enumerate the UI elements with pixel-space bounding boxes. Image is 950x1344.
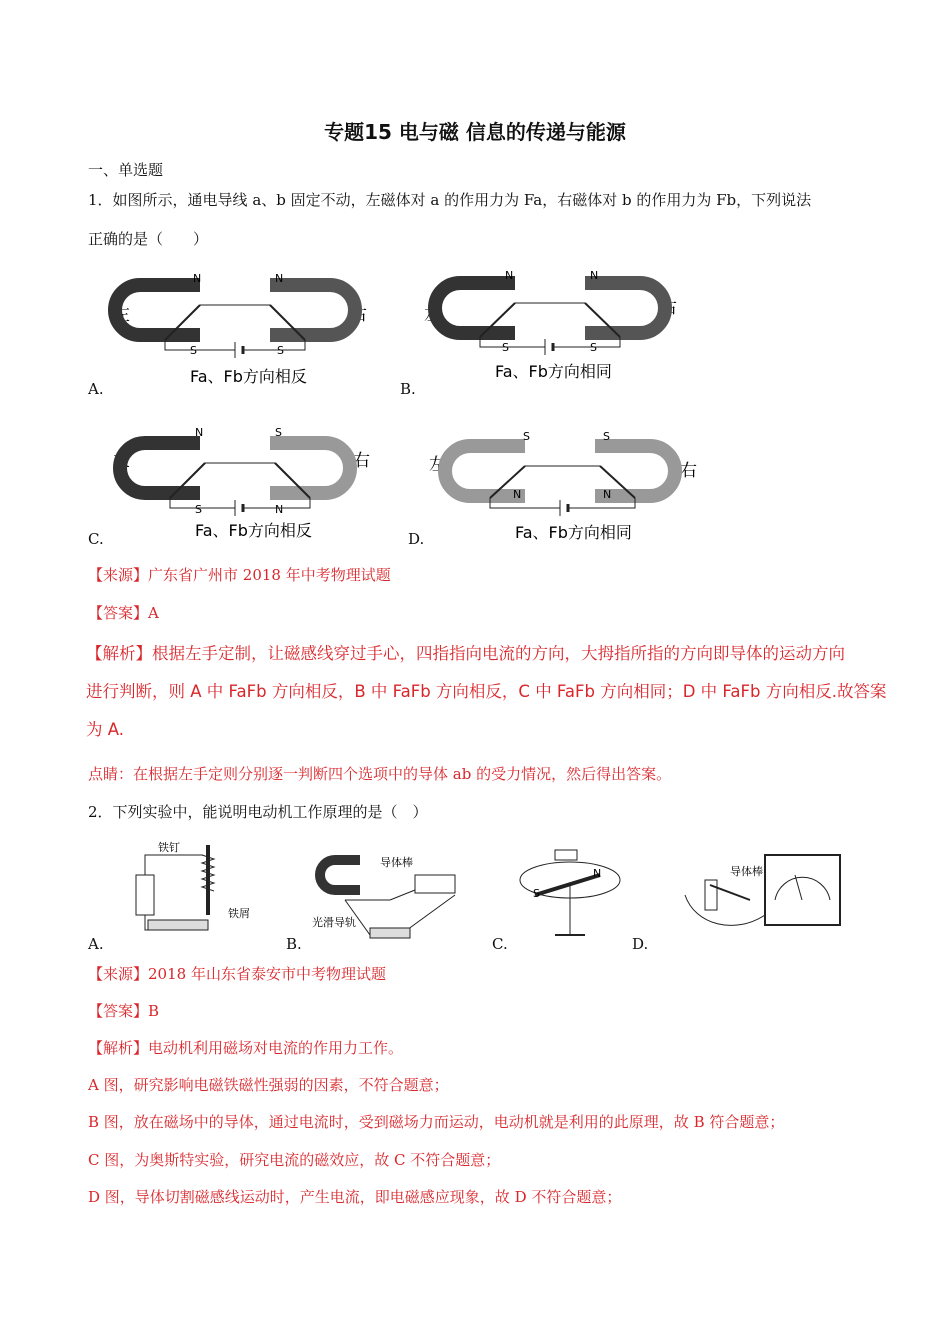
q2-figure-b xyxy=(310,850,470,945)
q2-analysis-c: C 图，为奥斯特实验，研究电流的磁效应，故 C 不符合题意； xyxy=(88,1151,501,1169)
q1-tip: 点睛：在根据左手定则分别逐一判断四个选项中的导体 ab 的受力情况，然后得出答案。 xyxy=(88,765,672,783)
pole-s-right: S xyxy=(603,430,610,443)
rail-label: 光滑导轨 xyxy=(312,916,356,929)
q1-stem-line2: 正确的是（ ） xyxy=(88,230,209,248)
caption-b: Fa、Fb方向相同 xyxy=(495,362,612,381)
right-label: 右 xyxy=(660,298,677,318)
pole-s-right: S xyxy=(277,344,284,357)
q1-figure-a xyxy=(105,270,375,400)
left-label: 左 xyxy=(113,451,130,471)
svg-text:S: S xyxy=(533,887,540,900)
q1-figure-b xyxy=(420,265,690,395)
q2-figure-a xyxy=(118,835,268,945)
q2-analysis-a: A 图，研究影响电磁铁磁性强弱的因素，不符合题意； xyxy=(88,1076,449,1094)
pole-s-left: S xyxy=(195,503,202,516)
q1-figure-c xyxy=(105,418,375,548)
pole-n-right: N xyxy=(590,269,599,282)
pole-n-right: N xyxy=(275,503,284,516)
q2-option-c-label: C. xyxy=(492,935,508,953)
left-label: 左 xyxy=(429,455,446,475)
q2-source: 【来源】2018 年山东省泰安市中考物理试题 xyxy=(88,965,386,983)
pole-s-right: S xyxy=(275,426,282,439)
q2-analysis-d: D 图，导体切割磁感线运动时，产生电流，即电磁感应现象，故 D 不符合题意； xyxy=(88,1188,622,1206)
right-label: 右 xyxy=(350,305,367,325)
option-c-label: C. xyxy=(88,530,104,548)
q2-figure-d xyxy=(665,845,845,945)
right-label: 右 xyxy=(680,461,697,481)
filings-label: 铁屑 xyxy=(228,907,250,920)
q2-stem: 2．下列实验中，能说明电动机工作原理的是（ ） xyxy=(88,803,428,821)
pole-n-right: N xyxy=(275,272,284,285)
caption-a: Fa、Fb方向相反 xyxy=(190,367,307,386)
pole-n-left: N xyxy=(505,269,514,282)
q2-option-d-label: D. xyxy=(632,935,649,953)
q1-analysis-line2: 进行判断，则 A 中 FaFb 方向相反，B 中 FaFb 方向相反，C 中 FaFb 方向相同；D 中 FaFb 方向相反.故答案 xyxy=(86,682,887,701)
option-b-label: B. xyxy=(400,380,416,398)
section-heading: 一、单选题 xyxy=(88,161,164,179)
q2-option-b-label: B. xyxy=(286,935,302,953)
pole-n-left: N xyxy=(513,488,522,501)
caption-d: Fa、Fb方向相同 xyxy=(515,523,632,542)
left-label: 左 xyxy=(113,305,130,325)
q2-analysis: 【解析】电动机利用磁场对电流的作用力工作。 xyxy=(88,1039,404,1057)
q1-answer: 【答案】A xyxy=(88,604,159,622)
q2-analysis-b: B 图，放在磁场中的导体，通过电流时，受到磁场力而运动，电动机就是利用的此原理，故 B 符合题意； xyxy=(88,1113,785,1131)
option-a-label: A. xyxy=(88,380,104,398)
pole-s-left: S xyxy=(190,344,197,357)
caption-c: Fa、Fb方向相反 xyxy=(195,521,312,540)
q2-answer: 【答案】B xyxy=(88,1002,160,1020)
q1-figure-d xyxy=(425,418,705,548)
q1-analysis-line3: 为 A. xyxy=(86,720,124,739)
pole-n-left: N xyxy=(193,272,202,285)
svg-text:N: N xyxy=(593,867,602,880)
q1-stem-line1: 1．如图所示，通电导线 a、b 固定不动，左磁体对 a 的作用力为 Fa，右磁体对 b 的作用力为 Fb，下列说法 xyxy=(88,191,812,209)
rod2-label: 导体棒 xyxy=(730,865,763,878)
pole-n-left: N xyxy=(195,426,204,439)
q1-analysis-line1: 【解析】根据左手定制，让磁感线穿过手心，四指指向电流的方向，大拇指所指的方向即导体的运动方向 xyxy=(86,644,845,663)
page-title: 专题15 电与磁 信息的传递与能源 xyxy=(324,120,626,144)
right-label: 右 xyxy=(353,451,370,471)
pole-s-left: S xyxy=(523,430,530,443)
pole-s-left: S xyxy=(502,341,509,354)
q1-source: 【来源】广东省广州市 2018 年中考物理试题 xyxy=(88,566,391,584)
pole-s-right: S xyxy=(590,341,597,354)
nail-label: 铁钉 xyxy=(158,841,180,854)
pole-n-right: N xyxy=(603,488,612,501)
q2-option-a-label: A. xyxy=(88,935,104,953)
option-d-label: D. xyxy=(408,530,425,548)
left-label: 左 xyxy=(424,305,441,325)
q2-figure-c xyxy=(515,835,625,945)
rod-label: 导体棒 xyxy=(380,856,413,869)
